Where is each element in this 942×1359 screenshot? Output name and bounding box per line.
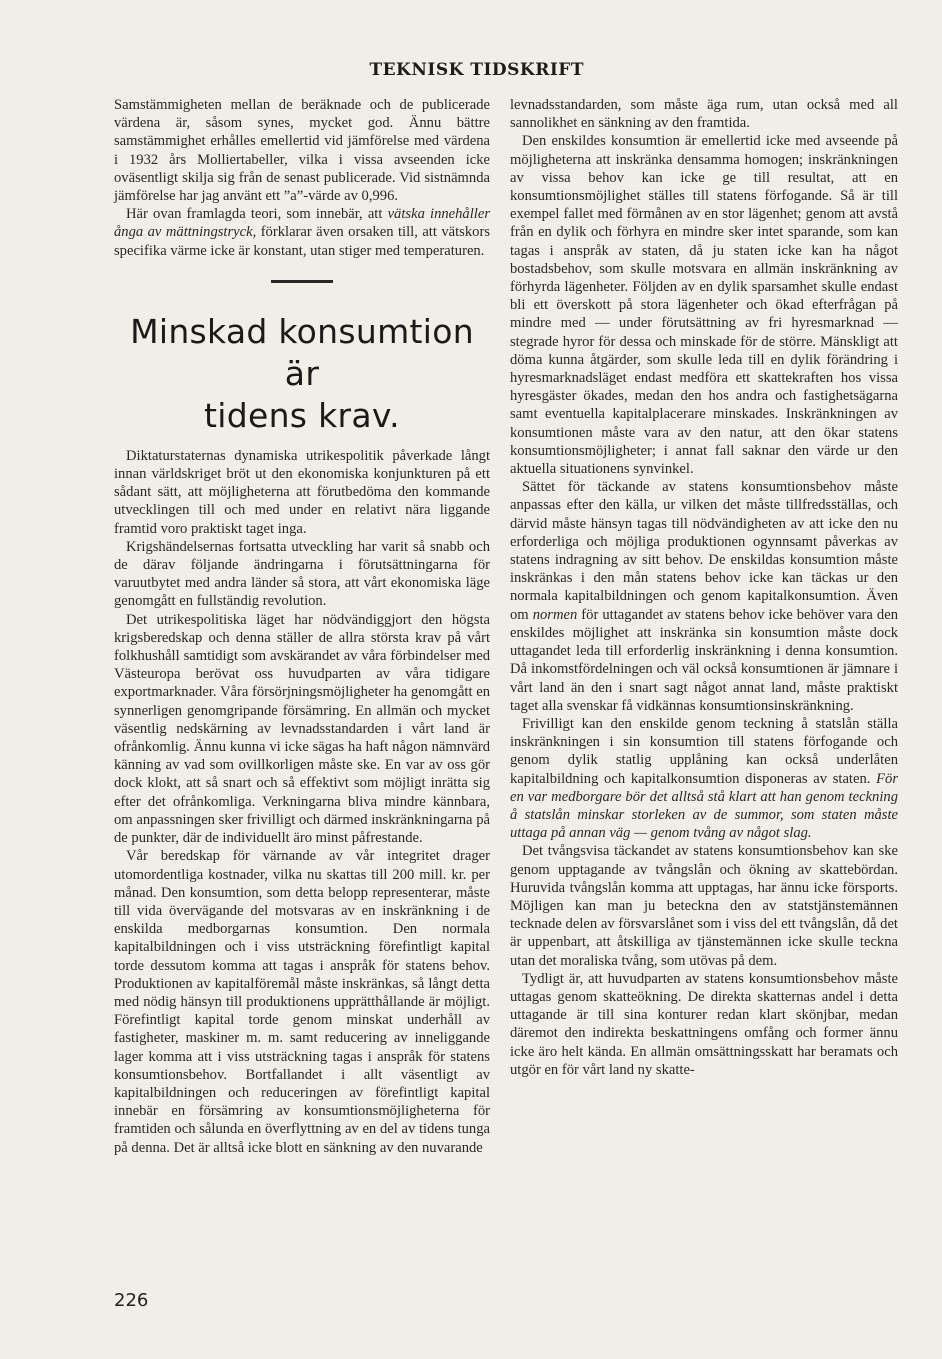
paragraph: levnadsstandarden, som måste äga rum, utan också med all sannolikhet en sänkning av den framtida.	[510, 97, 898, 132]
headline-line: Minskad konsumtion är	[130, 311, 474, 393]
paragraph-text: Här ovan framlagda teori, som innebär, att	[126, 206, 388, 223]
paragraph: Den enskildes konsumtion är emellertid icke med avseende på möjligheterna att inskränka densamma homogen; inskränkningen av vissa behov kan icke ge till resultat, att en konsumtionsmöjlighet ställes till statens förfogande. Så är till exempel fallet med förmånen av en stor lägenhet; genom att avstå från en dylik och förhyra en mindre sker intet sparande, som kan tagas i anspråk av staten, då ju staten icke kan ha något bostadsbehov, som skulle motsvara en allmän inskränkning av förhyrda lägenheter. Följden av en dylik sparsamhet skulle endast bli ett överskott på stora lägenheter och ökad efterfrågan på mindre med — under förutsättning av fri hyresmarknad — stegrade hyror för dessa och minskade för de större. Mänskligt att döma kunna åtgärder, som skulle leda till en dylik förändring i hyresmarknadsläget endast medföra ett skattekraften hos vissa hyresgäster ökades, medan den hos andra och fastighetsägarna samt eventuella kapitalplacerare minskades. Inskränkningen av konsumtionen måste vara av den natur, att den ökar statens konsumtionsmöjligheter; i annat fall saknar den värde ur den aktuella situationens synvinkel.	[510, 133, 898, 478]
paragraph	[510, 478, 898, 715]
emphasis-text: För en var medborgare bör det alltså stå klart att han genom teckning å statslån minskar storleken av de summor, som staten måste uttaga på annan väg — genom tvång av något slag.	[510, 770, 898, 842]
emphasis-text: normen	[532, 606, 578, 623]
paragraph: Tydligt är, att huvudparten av statens konsumtionsbehov måste uttagas genom skatteökning. De direkta skatternas andel i detta uttagande är till sina konturer redan klart skönjbar, medan däremot den indirekta beskattningens omfång och former ännu icke äro helt kända. En allmän omsättningsskatt har beramats och utgör en för vårt land ny skatte-	[510, 970, 898, 1078]
page-number: 226	[114, 1290, 149, 1311]
paragraph: Krigshändelsernas fortsatta utveckling har varit så snabb och de därav följande ändringarna i förutsättningarna för varuutbytet med andra länder så stora, att vårt ekonomiska läge genomgått en fullständig revolution.	[114, 538, 490, 610]
paragraph: Det utrikespolitiska läget har nödvändiggjort den högsta krigsberedskap och denna ställer de allra största krav på vårt folkhushåll samtidigt som avskärandet av våra förbindelser med Västeuropa berövat oss huvudparten av våra tidigare exportmarknader. Våra försörjningsmöjligheter ha genomgått en synnerligen genomgripande försämring. En allmän och mycket väsentlig nedskärning av levnadsstandarden i vårt land är ofrånkomlig. Ännu kunna vi icke sägas ha haft någon nämnvärd känning av vad som ovillkorligen måste ske. En var av oss gör dock klokt, att så snart och så effektivt som möjligt inrätta sig efter det ofrånkomliga. Verkningarna bliva mindre kännbara, om anpassningen sker frivilligt och därmed inskränkningarna på de punkter, där de individuellt äro minst påfrestande.	[114, 611, 490, 847]
paragraph-text: förklarar även orsaken till, att vätskors specifika värme icke är konstant, utan stiger med temperaturen.	[114, 224, 490, 259]
headline-line: tidens krav.	[204, 395, 400, 435]
emphasis-text: vätska innehåller ånga av mättningstryck,	[114, 206, 490, 241]
left-column	[114, 96, 490, 1157]
paragraph: Vår beredskap för värnande av vår integritet drager utomordentliga kostnader, vilka nu skattas till 200 mill. kr. per månad. Den konsumtion, som detta belopp representerar, måste till vida övervägande del motsvaras av en inskränkning i de enskilda medborgarnas konsumtion. Den normala kapitalbildningen och i viss utsträckning förefintligt kapital torde dessutom komma att tagas i anspråk för statens behov. Produktionen av kapitalföremål måste inskränkas, så långt detta med nödig hänsyn till produktionens upprätthållande är möjligt. Förefintligt kapital torde genom minskat underhåll av fastigheter, maskiner m. m. samt reducering av inneliggande lager komma att i viss utsträckning tagas i anspråk för statens konsumtionsbehov. Bortfallandet i allt väsentligt av kapitalbildningen och reduceringen av förefintligt kapital innebär en försämring av konsumtionsmöjligheterna för framtiden och sålunda en överflyttning av en del av tidens tunga på denna. Det är alltså icke blott en sänkning av den nuvarande	[114, 848, 490, 1156]
paragraph: Det tvångsvisa täckandet av statens konsumtionsbehov kan ske genom upptagande av tvångslån och ökning av skattebördan. Huruvida tvångslån komma att upptagas, har ännu icke försports. Möjligen kan man ju beteckna den av statstjänstemännen tecknade delen av försvarslånet som i viss del ett tvångslån, då det är uppenbart, att åtskilliga av tjänstemännen icke skulle teckna utan det moraliska tvång, som utövas på dem.	[510, 843, 898, 969]
paragraph	[114, 205, 490, 260]
right-column	[510, 96, 898, 1079]
paragraph: Samstämmigheten mellan de beräknade och de publicerade värdena är, såsom synes, mycket god. Ännu bättre samstämmighet erhålles emellertid vid jämförelse med värdena i 1932 års Molliertabeller, vilka i vissa avseenden icke oväsentligt skilja sig från de senast publicerade. Vid sistnämnda jämförelse har jag använt ett ”a”-värde av 0,996.	[114, 97, 490, 205]
paragraph: Diktaturstaternas dynamiska utrikespolitik påverkade långt innan världskriget bröt ut den ekonomiska konjunkturen på ett sådant sätt, att möjligheterna att förutbedöma den kommande utvecklingen till och med under en relativt nära liggande framtid voro praktiskt taget inga.	[114, 447, 490, 537]
article-headline	[114, 311, 490, 437]
paragraph-text: för uttagandet av statens behov icke behöver vara den enskildes möjlighet att inskränka sin konsumtion måste dock uttagandet leda till erforderlig inskränkning i denna konsumtion. Då inkomstfördelningen och väl också konsumtionen är jämnare i vårt land än den i snart sagt något annat land, måste praktiskt taget alla svenskar få vidkännas konsumtionsinskränkning.	[510, 606, 898, 714]
journal-header: TEKNISK TIDSKRIFT	[369, 60, 584, 80]
paragraph-text: Frivilligt kan den enskilde genom teckning å statslån ställa inskränkningen i sin konsumtion till statens förfogande och genom dylik statlig upplåning kan också underlåten kapitalbildning och kapitalkonsumtion disponeras av staten.	[510, 715, 898, 787]
paragraph	[510, 715, 898, 842]
section-divider	[271, 280, 333, 283]
paragraph-text: Sättet för täckande av statens konsumtionsbehov måste anpassas efter den källa, ur vilken det måste tillfredsställas, och därvid måste hänsyn tagas till nödvändigheten av att icke den nu erforderliga och möjliga produktionen ogynnsamt påverkas av statens indragning av sitt behov. De enskildas konsumtion måste inskränkas i den mån statens behov icke kan täckas ur den normala kapitalbildningen och genom kapitalkonsumtion. Även om	[510, 479, 898, 623]
